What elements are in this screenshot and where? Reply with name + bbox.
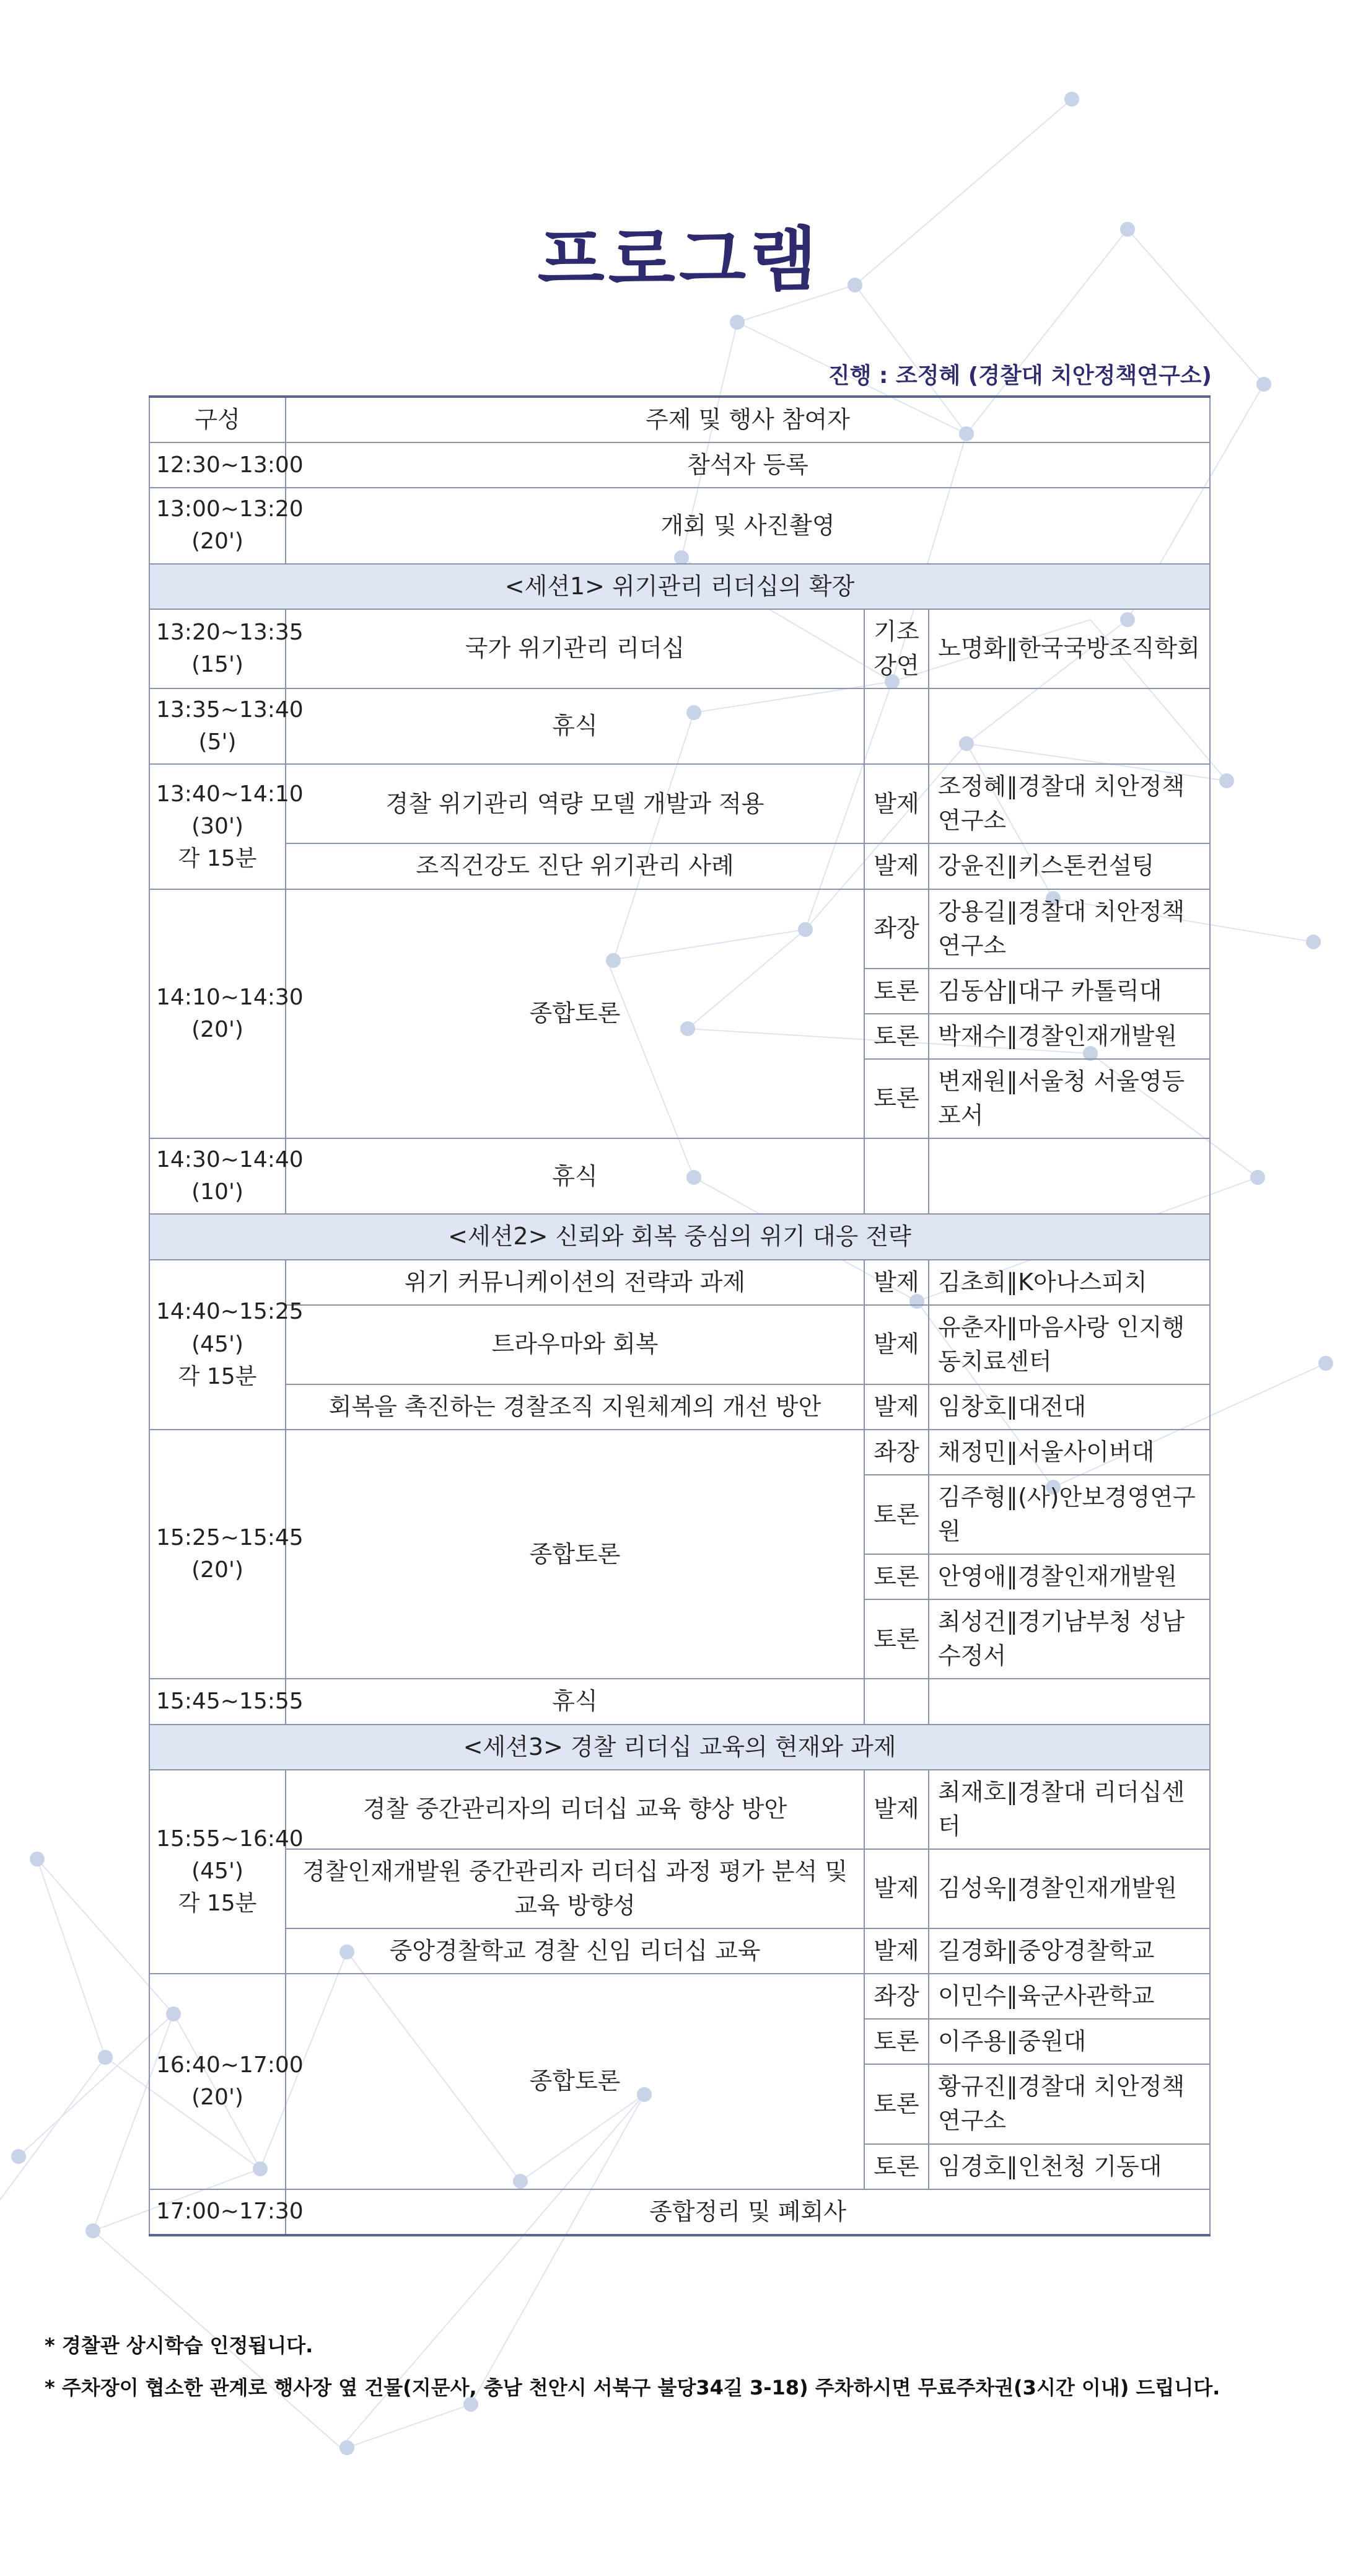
topic-cell: 조직건강도 진단 위기관리 사례 xyxy=(286,843,864,889)
table-row xyxy=(149,609,1210,688)
time-range: 13:35~13:40 xyxy=(156,697,304,723)
person-cell: 채정민∥서울사이버대 xyxy=(929,1430,1210,1475)
empty-cell xyxy=(864,688,929,764)
footnote-study-credit: * 경찰관 상시학습 인정됩니다. xyxy=(45,2334,313,2357)
person-cell: 이민수∥육군사관학교 xyxy=(929,1974,1210,2019)
topic-cell: 종합토론 xyxy=(286,1430,864,1679)
role-cell: 좌장 xyxy=(864,1974,929,2019)
role-cell: 발제 xyxy=(864,843,929,889)
duration: (20') xyxy=(191,2084,243,2110)
time-range: 16:40~17:00 xyxy=(156,2052,304,2078)
duration: (5') xyxy=(198,729,237,755)
role-cell: 발제 xyxy=(864,1849,929,1928)
topic-cell: 경찰 위기관리 역량 모델 개발과 적용 xyxy=(286,764,864,843)
each-duration: 각 15분 xyxy=(178,1891,257,1917)
time-cell xyxy=(149,1770,304,1974)
table-row xyxy=(149,1305,1210,1384)
empty-cell xyxy=(929,1679,1210,1724)
time-cell xyxy=(149,1260,304,1430)
time-cell xyxy=(149,764,304,889)
duration: (45') xyxy=(191,1331,243,1357)
host-info: 진행 : 조정혜 (경찰대 치안정책연구소) xyxy=(828,363,1212,389)
duration: (20') xyxy=(191,1016,243,1042)
table-row xyxy=(149,764,1210,843)
table-row xyxy=(149,1770,1210,1849)
topic-cell: 위기 커뮤니케이션의 전략과 과제 xyxy=(286,1260,864,1305)
person-cell: 김주형∥(사)안보경영연구원 xyxy=(929,1475,1210,1554)
time-cell xyxy=(149,889,304,1139)
person-cell: 임창호∥대전대 xyxy=(929,1384,1210,1430)
time-cell xyxy=(149,609,304,688)
table-header-row xyxy=(149,397,1210,442)
time-cell: 12:30~13:00 xyxy=(149,442,286,488)
each-duration: 각 15분 xyxy=(178,1363,257,1389)
person-cell: 최성건∥경기남부청 성남수정서 xyxy=(929,1599,1210,1679)
person-cell: 박재수∥경찰인재개발원 xyxy=(929,1014,1210,1059)
footnote-parking: * 주차장이 협소한 관계로 행사장 옆 건물(지문사, 충남 천안시 서북구 불당34길 3-18) 주차하시면 무료주차권(3시간 이내) 드립니다. xyxy=(45,2376,1220,2399)
person-cell: 황규진∥경찰대 치안정책연구소 xyxy=(929,2064,1210,2143)
role-cell: 토론 xyxy=(864,1599,929,1679)
agenda-cell: 참석자 등록 xyxy=(286,442,1210,488)
table-row xyxy=(149,1384,1210,1430)
table-row xyxy=(149,1928,1210,1974)
role-cell: 토론 xyxy=(864,1475,929,1554)
empty-cell xyxy=(864,1679,929,1724)
role-cell: 발제 xyxy=(864,764,929,843)
role-cell: 발제 xyxy=(864,1260,929,1305)
time-range: 14:40~15:25 xyxy=(156,1299,304,1325)
role-cell: 기조 강연 xyxy=(864,609,929,688)
time-cell xyxy=(149,688,304,764)
person-cell: 김동삼∥대구 카톨릭대 xyxy=(929,969,1210,1014)
topic-cell: 트라우마와 회복 xyxy=(286,1305,864,1384)
session-title: <세션3> 경찰 리더십 교육의 현재와 과제 xyxy=(149,1725,1210,1770)
break-cell: 휴식 xyxy=(286,1138,864,1214)
empty-cell xyxy=(929,1138,1210,1214)
time-range: 14:10~14:30 xyxy=(156,984,304,1010)
session-title: <세션2> 신뢰와 회복 중심의 위기 대응 전략 xyxy=(149,1214,1210,1259)
role-cell: 토론 xyxy=(864,2064,929,2143)
time-range: 13:20~13:35 xyxy=(156,619,304,645)
duration: (20') xyxy=(191,1557,243,1583)
break-cell: 휴식 xyxy=(286,1679,864,1724)
empty-cell xyxy=(929,688,1210,764)
role-cell: 토론 xyxy=(864,1059,929,1138)
role-cell: 토론 xyxy=(864,2019,929,2064)
agenda-cell: 개회 및 사진촬영 xyxy=(286,488,1210,563)
table-row xyxy=(149,889,1210,969)
duration: (20') xyxy=(191,529,243,555)
role-cell: 좌장 xyxy=(864,1430,929,1475)
person-cell: 길경화∥중앙경찰학교 xyxy=(929,1928,1210,1974)
person-cell: 최재호∥경찰대 리더십센터 xyxy=(929,1770,1210,1849)
person-cell: 변재원∥서울청 서울영등포서 xyxy=(929,1059,1210,1138)
role-cell: 토론 xyxy=(864,1014,929,1059)
time-range: 13:00~13:20 xyxy=(156,496,304,522)
role-cell: 토론 xyxy=(864,969,929,1014)
person-cell: 이주용∥중원대 xyxy=(929,2019,1210,2064)
topic-cell: 종합토론 xyxy=(286,889,864,1139)
person-cell: 안영애∥경찰인재개발원 xyxy=(929,1554,1210,1599)
duration: (45') xyxy=(191,1858,243,1884)
topic-cell: 국가 위기관리 리더십 xyxy=(286,609,864,688)
table-row xyxy=(149,688,1210,764)
table-row xyxy=(149,1260,1210,1305)
duration: (15') xyxy=(191,651,243,677)
session-title: <세션1> 위기관리 리더십의 확장 xyxy=(149,564,1210,609)
header-composition: 구성 xyxy=(149,397,286,442)
person-cell: 김초희∥K아나스피치 xyxy=(929,1260,1210,1305)
time-range: 15:55~16:40 xyxy=(156,1826,304,1852)
role-cell: 발제 xyxy=(864,1770,929,1849)
table-row xyxy=(149,843,1210,889)
person-cell: 유춘자∥마음사랑 인지행동치료센터 xyxy=(929,1305,1210,1384)
topic-cell: 중앙경찰학교 경찰 신임 리더십 교육 xyxy=(286,1928,864,1974)
duration: (30') xyxy=(191,813,243,839)
time-range: 15:25~15:45 xyxy=(156,1525,304,1550)
table-row xyxy=(149,488,1210,563)
time-cell: 15:45~15:55 xyxy=(149,1679,286,1724)
session-header-row xyxy=(149,564,1210,609)
topic-cell: 회복을 촉진하는 경찰조직 지원체계의 개선 방안 xyxy=(286,1384,864,1430)
table-row xyxy=(149,2189,1210,2235)
program-table xyxy=(149,395,1211,2236)
person-cell: 김성욱∥경찰인재개발원 xyxy=(929,1849,1210,1928)
session-header-row xyxy=(149,1214,1210,1259)
agenda-cell: 종합정리 및 폐회사 xyxy=(286,2189,1210,2235)
role-cell: 토론 xyxy=(864,2144,929,2189)
header-topic-participants: 주제 및 행사 참여자 xyxy=(286,397,1210,442)
person-cell: 조정혜∥경찰대 치안정책연구소 xyxy=(929,764,1210,843)
session-header-row xyxy=(149,1725,1210,1770)
time-cell xyxy=(149,1974,304,2189)
topic-cell: 경찰 중간관리자의 리더십 교육 향상 방안 xyxy=(286,1770,864,1849)
role-cell: 좌장 xyxy=(864,889,929,969)
table-row xyxy=(149,1679,1210,1724)
role-cell: 발제 xyxy=(864,1305,929,1384)
break-cell: 휴식 xyxy=(286,688,864,764)
topic-cell: 종합토론 xyxy=(286,1974,864,2189)
role-cell: 발제 xyxy=(864,1928,929,1974)
table-row xyxy=(149,1430,1210,1475)
person-cell: 강윤진∥키스톤컨설팅 xyxy=(929,843,1210,889)
topic-cell: 경찰인재개발원 중간관리자 리더십 과정 평가 분석 및 교육 방향성 xyxy=(286,1849,864,1928)
time-range: 13:40~14:10 xyxy=(156,781,304,807)
person-cell: 노명화∥한국국방조직학회 xyxy=(929,609,1210,688)
duration: (10') xyxy=(191,1179,243,1205)
empty-cell xyxy=(864,1138,929,1214)
person-cell: 강용길∥경찰대 치안정책연구소 xyxy=(929,889,1210,969)
page-title: 프로그램 xyxy=(537,220,821,301)
footnotes xyxy=(45,2330,1220,2414)
each-duration: 각 15분 xyxy=(178,845,257,871)
time-cell xyxy=(149,488,304,563)
time-range: 14:30~14:40 xyxy=(156,1147,304,1173)
table-row xyxy=(149,1974,1210,2019)
table-row xyxy=(149,1849,1210,1928)
role-cell: 발제 xyxy=(864,1384,929,1430)
time-cell xyxy=(149,1138,304,1214)
time-cell xyxy=(149,1430,304,1679)
table-row xyxy=(149,1138,1210,1214)
table-row xyxy=(149,442,1210,488)
role-cell: 토론 xyxy=(864,1554,929,1599)
time-cell: 17:00~17:30 xyxy=(149,2189,286,2235)
person-cell: 임경호∥인천청 기동대 xyxy=(929,2144,1210,2189)
